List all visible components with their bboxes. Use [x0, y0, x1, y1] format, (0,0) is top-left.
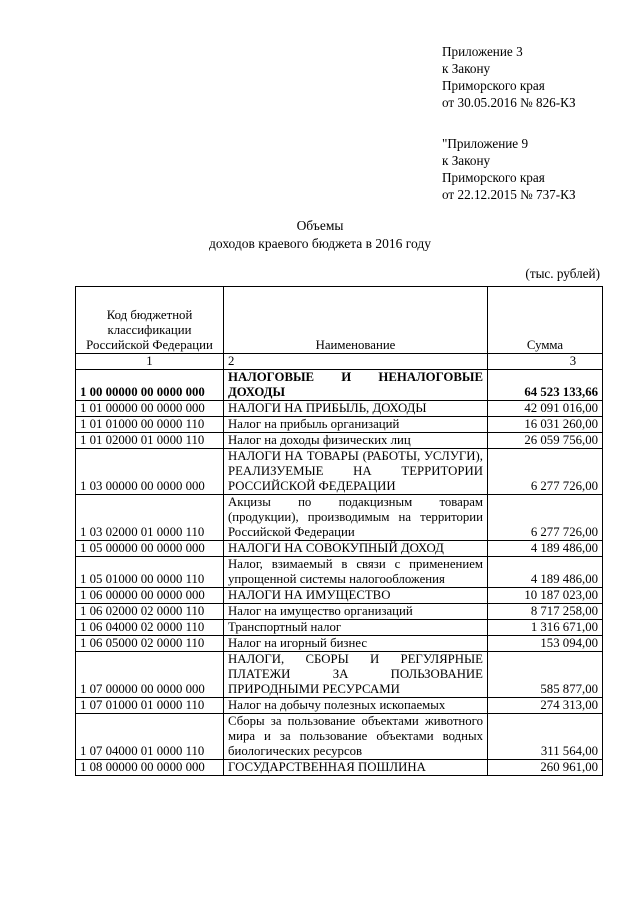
row-sum: 585 877,00	[488, 652, 603, 698]
row-name: Налог на прибыль организаций	[224, 417, 488, 433]
header-sum: Сумма	[488, 287, 603, 354]
table-row	[76, 370, 603, 401]
header-code: Код бюджетной классификации Российской Федерации	[76, 287, 224, 354]
row-code: 1 06 00000 00 0000 000	[76, 588, 224, 604]
row-sum: 260 961,00	[488, 760, 603, 776]
appendix-9-line4: от 22.12.2015 № 737-КЗ	[442, 187, 576, 202]
appendix-9-line2: к Закону	[442, 153, 491, 168]
row-sum: 6 277 726,00	[488, 495, 603, 541]
table-row	[76, 652, 603, 698]
row-sum: 8 717 258,00	[488, 604, 603, 620]
row-name: ГОСУДАРСТВЕННАЯ ПОШЛИНА	[224, 760, 488, 776]
row-code: 1 01 00000 00 0000 000	[76, 401, 224, 417]
row-sum: 311 564,00	[488, 714, 603, 760]
row-sum: 64 523 133,66	[488, 370, 603, 401]
row-name: Акцизы по подакцизным товарам (продукции), производимым на территории Российской Федерации	[224, 495, 488, 541]
row-name: Налог, взимаемый в связи с применением упрощенной системы налогообложения	[224, 557, 488, 588]
table-header-row	[76, 287, 603, 354]
appendix-9-reference	[442, 135, 576, 203]
table-row	[76, 604, 603, 620]
column-number-2: 2	[224, 354, 488, 370]
column-number-row	[76, 354, 603, 370]
table-row	[76, 760, 603, 776]
row-name: НАЛОГИ НА ПРИБЫЛЬ, ДОХОДЫ	[224, 401, 488, 417]
row-code: 1 03 02000 01 0000 110	[76, 495, 224, 541]
table-row	[76, 417, 603, 433]
row-code: 1 06 04000 02 0000 110	[76, 620, 224, 636]
row-name: Налог на имущество организаций	[224, 604, 488, 620]
appendix-3-line2: к Закону	[442, 61, 491, 76]
column-number-1: 1	[76, 354, 224, 370]
row-sum: 16 031 260,00	[488, 417, 603, 433]
table-row	[76, 401, 603, 417]
row-name: Транспортный налог	[224, 620, 488, 636]
table-row	[76, 620, 603, 636]
title-line1: Объемы	[296, 218, 344, 233]
title-line2: доходов краевого бюджета в 2016 году	[209, 236, 431, 251]
appendix-3-line3: Приморского края	[442, 78, 545, 93]
row-name: НАЛОГОВЫЕ И НЕНАЛОГОВЫЕ ДОХОДЫ	[224, 370, 488, 401]
row-code: 1 03 00000 00 0000 000	[76, 449, 224, 495]
table-row	[76, 433, 603, 449]
row-sum: 153 094,00	[488, 636, 603, 652]
appendix-9-line3: Приморского края	[442, 170, 545, 185]
row-code: 1 07 01000 01 0000 110	[76, 698, 224, 714]
appendix-3-line1: Приложение 3	[442, 44, 523, 59]
row-code: 1 00 00000 00 0000 000	[76, 370, 224, 401]
table-row	[76, 557, 603, 588]
revenue-table	[75, 286, 603, 776]
table-row	[76, 636, 603, 652]
row-sum: 42 091 016,00	[488, 401, 603, 417]
row-sum: 10 187 023,00	[488, 588, 603, 604]
table-row	[76, 541, 603, 557]
row-name: Налог на игорный бизнес	[224, 636, 488, 652]
table-row	[76, 588, 603, 604]
row-code: 1 05 00000 00 0000 000	[76, 541, 224, 557]
row-name: НАЛОГИ, СБОРЫ И РЕГУЛЯРНЫЕ ПЛАТЕЖИ ЗА ПОЛЬЗОВАНИЕ ПРИРОДНЫМИ РЕСУРСАМИ	[224, 652, 488, 698]
row-sum: 6 277 726,00	[488, 449, 603, 495]
row-code: 1 01 01000 00 0000 110	[76, 417, 224, 433]
row-name: Сборы за пользование объектами животного мира и за пользование объектами водных биологических ресурсов	[224, 714, 488, 760]
row-name: Налог на добычу полезных ископаемых	[224, 698, 488, 714]
row-code: 1 07 04000 01 0000 110	[76, 714, 224, 760]
column-number-3: 3	[488, 354, 603, 370]
row-sum: 1 316 671,00	[488, 620, 603, 636]
table-row	[76, 495, 603, 541]
units-label: (тыс. рублей)	[525, 266, 600, 281]
row-sum: 26 059 756,00	[488, 433, 603, 449]
row-name: НАЛОГИ НА СОВОКУПНЫЙ ДОХОД	[224, 541, 488, 557]
row-sum: 4 189 486,00	[488, 541, 603, 557]
row-name: НАЛОГИ НА ТОВАРЫ (РАБОТЫ, УСЛУГИ), РЕАЛИЗУЕМЫЕ НА ТЕРРИТОРИИ РОССИЙСКОЙ ФЕДЕРАЦИИ	[224, 449, 488, 495]
appendix-3-line4: от 30.05.2016 № 826-КЗ	[442, 95, 576, 110]
document-title	[0, 217, 640, 253]
row-sum: 274 313,00	[488, 698, 603, 714]
row-sum: 4 189 486,00	[488, 557, 603, 588]
header-name: Наименование	[224, 287, 488, 354]
row-code: 1 08 00000 00 0000 000	[76, 760, 224, 776]
row-code: 1 07 00000 00 0000 000	[76, 652, 224, 698]
row-name: Налог на доходы физических лиц	[224, 433, 488, 449]
table-row	[76, 449, 603, 495]
appendix-9-line1: "Приложение 9	[442, 136, 529, 151]
row-code: 1 05 01000 00 0000 110	[76, 557, 224, 588]
row-code: 1 06 02000 02 0000 110	[76, 604, 224, 620]
appendix-3-reference	[442, 43, 576, 111]
row-code: 1 06 05000 02 0000 110	[76, 636, 224, 652]
table-row	[76, 698, 603, 714]
row-name: НАЛОГИ НА ИМУЩЕСТВО	[224, 588, 488, 604]
table-row	[76, 714, 603, 760]
row-code: 1 01 02000 01 0000 110	[76, 433, 224, 449]
